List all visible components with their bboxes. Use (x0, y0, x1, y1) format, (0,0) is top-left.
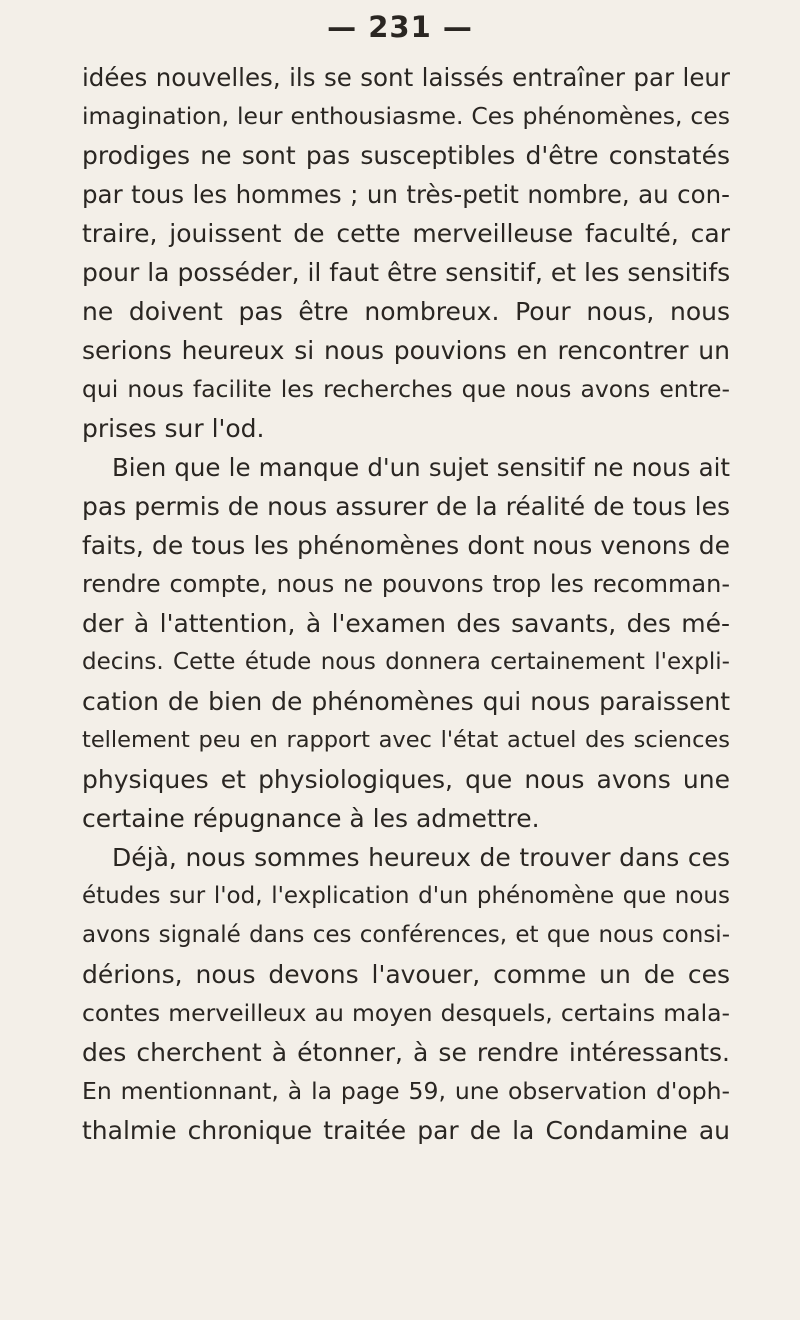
text-line: imagination, leur enthousiasme. Ces phénomènes, ces (82, 102, 730, 130)
text-line: dérions, nous devons l'avouer, comme un de ces (82, 960, 730, 989)
text-line: certaine répugnance à les admettre. (82, 804, 540, 833)
text-line: prises sur l'od. (82, 414, 265, 443)
text-line: Bien que le manque d'un sujet sensitif ne nous ait (112, 453, 730, 482)
text-line: études sur l'od, l'explication d'un phénomène que nous (82, 883, 730, 909)
text-line: avons signalé dans ces conférences, et que nous consi- (82, 922, 730, 948)
text-line: pas permis de nous assurer de la réalité de tous les (82, 492, 730, 521)
text-line: idées nouvelles, ils se sont laissés entraîner par leur (82, 63, 730, 92)
page-number: — 231 — (327, 10, 473, 44)
text-line: der à l'attention, à l'examen des savants, des mé- (82, 609, 730, 638)
text-line: pour la posséder, il faut être sensitif, et les sensitifs (82, 258, 731, 287)
text-line: thalmie chronique traitée par de la Condamine au (82, 1116, 730, 1145)
text-line: tellement peu en rapport avec l'état actuel des sciences (82, 727, 730, 753)
text-line: faits, de tous les phénomènes dont nous venons de (82, 531, 730, 560)
text-line: traire, jouissent de cette merveilleuse faculté, car (82, 219, 730, 248)
text-line: Déjà, nous sommes heureux de trouver dans ces (112, 843, 730, 872)
text-line: serions heureux si nous pouvions en rencontrer un (82, 336, 730, 365)
text-line: par tous les hommes ; un très-petit nombre, au con- (82, 180, 730, 209)
text-line: contes merveilleux au moyen desquels, certains mala- (82, 999, 730, 1027)
text-line: decins. Cette étude nous donnera certainement l'expli- (82, 649, 730, 675)
text-line: En mentionnant, à la page 59, une observation d'oph- (82, 1077, 730, 1105)
text-line: cation de bien de phénomènes qui nous paraissent (82, 687, 730, 716)
text-line: physiques et physiologiques, que nous avons une (82, 765, 730, 794)
text-line: ne doivent pas être nombreux. Pour nous, nous (82, 297, 730, 326)
text-line: qui nous facilite les recherches que nous avons entre- (82, 375, 730, 403)
text-line: des cherchent à étonner, à se rendre intéressants. (82, 1038, 730, 1067)
text-line: rendre compte, nous ne pouvons trop les recomman- (82, 570, 730, 598)
body-text (82, 58, 730, 1150)
text-line: prodiges ne sont pas susceptibles d'être constatés (82, 141, 730, 170)
